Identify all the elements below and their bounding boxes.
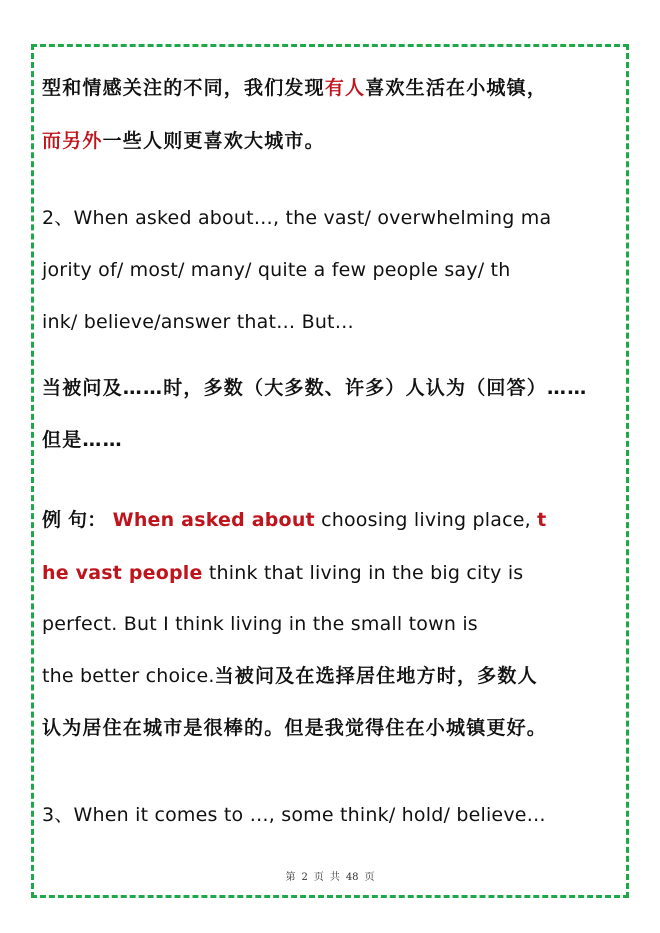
total-pages: 48 xyxy=(345,872,359,883)
highlight-text: he vast people xyxy=(42,562,203,584)
page-footer: 第 2 页 共 48 页 xyxy=(285,872,375,883)
highlight-text: 而另外 xyxy=(42,130,103,152)
highlight-text: 有人 xyxy=(324,77,366,99)
text-line-13: 3、When it comes to …, some think/ hold/ believe… xyxy=(42,804,546,826)
highlight-text: t xyxy=(537,509,547,531)
example-line-1 xyxy=(42,507,546,533)
text-run: 当被问及在选择居住地方时，多数人 xyxy=(214,665,538,687)
text-run: 喜欢生活在小城镇， xyxy=(365,77,548,99)
text-run: think that living in the big city is xyxy=(202,562,524,584)
example-line-5: 认为居住在城市是很棒的。但是我觉得住在小城镇更好。 xyxy=(42,717,548,739)
text-line-3: 2、When asked about…, the vast/ overwhelming ma xyxy=(42,207,552,229)
example-line-4 xyxy=(42,663,538,689)
text-line-5: ink/ believe/answer that… But… xyxy=(42,311,354,333)
text-run: the better choice. xyxy=(42,665,215,687)
example-line-2 xyxy=(42,560,523,586)
page-number: 2 xyxy=(301,872,308,883)
text-line-4: jority of/ most/ many/ quite a few people say/ th xyxy=(42,259,511,281)
text-line-6: 当被问及……时，多数（大多数、许多）人认为（回答）…… xyxy=(42,377,588,399)
text-run: 型和情感关注的不同，我们发现 xyxy=(42,77,325,99)
dashed-page-border xyxy=(31,44,629,898)
text-run: choosing living place, xyxy=(314,509,538,531)
text-run: 一些人则更喜欢大城市。 xyxy=(102,130,325,152)
highlight-text: When asked about xyxy=(112,509,315,531)
example-line-3: perfect. But I think living in the small town is xyxy=(42,613,478,635)
text-line-2 xyxy=(42,128,325,154)
text-line-1 xyxy=(42,75,547,101)
example-label: 例 句： xyxy=(42,509,107,531)
text-line-7: 但是…… xyxy=(42,429,123,451)
